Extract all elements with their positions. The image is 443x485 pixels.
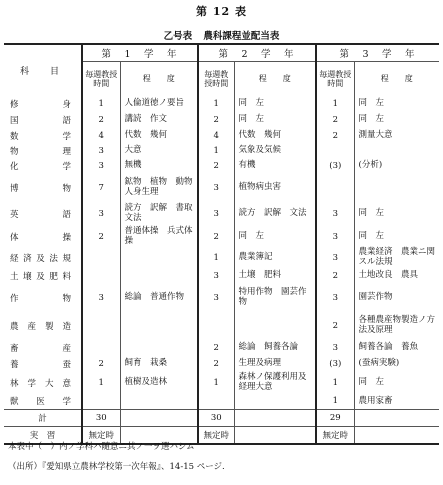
hours-year-3: 2 xyxy=(316,128,354,144)
content-year-3: 園芸作物 xyxy=(354,284,439,312)
hours-year-1: 3 xyxy=(82,202,120,226)
hours-year-2: 2 xyxy=(198,158,234,174)
content-year-1: 植樹及造林 xyxy=(120,372,198,394)
content-year-1: 総論 普通作物 xyxy=(120,284,198,312)
content-year-3: 同 左 xyxy=(354,372,439,394)
hours-year-2: 1 xyxy=(198,96,234,112)
subject-cell: 国 語 xyxy=(10,115,71,126)
content-year-2: 森林ノ保護利用及経理大意 xyxy=(234,372,316,394)
table-row xyxy=(4,312,439,340)
content-year-3: 同 左 xyxy=(354,226,439,248)
content-year-2: 土壌 肥料 xyxy=(234,268,316,284)
hours-year-3: 1 xyxy=(316,96,354,112)
hours-year-2: 2 xyxy=(198,112,234,128)
content-year-2: 特用作物 園芸作物 xyxy=(234,284,316,312)
hours-year-2 xyxy=(198,394,234,410)
content-year-1: 代数 幾何 xyxy=(120,128,198,144)
content-year-1: 大意 xyxy=(120,144,198,158)
total-year-1: 30 xyxy=(82,410,120,427)
table-row xyxy=(4,340,439,356)
content-year-1: 鉱物 植物 動物 人身生理 xyxy=(120,174,198,202)
content-year-2: 気象及気候 xyxy=(234,144,316,158)
subject-cell: 農産製造 xyxy=(10,321,71,332)
table-row xyxy=(4,226,439,248)
content-year-3: (分析) xyxy=(354,158,439,174)
content-year-1 xyxy=(120,340,198,356)
content-year-2 xyxy=(234,394,316,410)
table-row xyxy=(4,356,439,372)
content-year-3: 土地改良 農具 xyxy=(354,268,439,284)
hours-year-1: 2 xyxy=(82,356,120,372)
hours-year-1: 3 xyxy=(82,158,120,174)
subject-cell: 林学大意 xyxy=(10,378,71,389)
hours-year-2: 1 xyxy=(198,144,234,158)
hours-year-1: 1 xyxy=(82,96,120,112)
caption-name: 農科課程並配当表 xyxy=(203,31,280,42)
hours-year-1 xyxy=(82,394,120,410)
table-row xyxy=(4,174,439,202)
hours-year-1 xyxy=(82,268,120,284)
content-year-2: 同 左 xyxy=(234,226,316,248)
content-year-3: 同 左 xyxy=(354,202,439,226)
table-row xyxy=(4,202,439,226)
practice-year-2: 無定時 xyxy=(198,427,234,444)
subject-cell: 経済及法規 xyxy=(10,253,71,264)
hours-year-3: 1 xyxy=(316,372,354,394)
subject-cell: 獣医学 xyxy=(10,397,71,408)
hours-year-1 xyxy=(82,312,120,340)
content-year-3: 同 左 xyxy=(354,96,439,112)
content-year-3 xyxy=(354,174,439,202)
hours-year-3: 2 xyxy=(316,312,354,340)
table-note: 本表中（ ）内ノ学科ハ随意ニ其ノ一ヲ選ハシム xyxy=(8,442,195,452)
content-year-2: 読方 訳解 文法 xyxy=(234,202,316,226)
hours-year-2: 3 xyxy=(198,174,234,202)
content-year-3 xyxy=(354,144,439,158)
content-year-2: 生理及病理 xyxy=(234,356,316,372)
content-year-2 xyxy=(234,312,316,340)
hours-year-1: 4 xyxy=(82,128,120,144)
hours-year-3 xyxy=(316,174,354,202)
content-year-3: (蚕病実験) xyxy=(354,356,439,372)
hours-year-2: 1 xyxy=(198,372,234,394)
content-year-2: 植物病虫害 xyxy=(234,174,316,202)
hours-year-2: 3 xyxy=(198,268,234,284)
content-year-1 xyxy=(120,394,198,410)
hours-year-3: 3 xyxy=(316,284,354,312)
table-row xyxy=(4,112,439,128)
header-hours-2: 毎週教授時間 xyxy=(198,62,234,96)
hours-year-3: 3 xyxy=(316,226,354,248)
hours-year-1: 2 xyxy=(82,226,120,248)
hours-year-3: 3 xyxy=(316,202,354,226)
header-content-2: 程 度 xyxy=(234,62,316,96)
hours-year-3: 3 xyxy=(316,340,354,356)
subject-cell: 数 学 xyxy=(10,131,71,142)
hours-year-3: 2 xyxy=(316,268,354,284)
content-year-3: 農業経済 農業ニ関スル法規 xyxy=(354,248,439,268)
caption-code: 乙号表 xyxy=(163,31,193,42)
header-hours-3: 毎週教授時間 xyxy=(316,62,354,96)
hours-year-1: 2 xyxy=(82,112,120,128)
hours-year-3: (3) xyxy=(316,158,354,174)
content-year-1: 講読 作文 xyxy=(120,112,198,128)
content-year-1: 人倫道徳ノ要旨 xyxy=(120,96,198,112)
subject-cell: 博 物 xyxy=(10,183,71,194)
hours-year-2: 2 xyxy=(198,356,234,372)
curriculum-table xyxy=(4,43,439,445)
header-content-1: 程 度 xyxy=(120,62,198,96)
header-year-1: 第 1 学 年 xyxy=(82,44,198,62)
practice-year-3: 無定時 xyxy=(316,427,354,444)
header-year-3: 第 3 学 年 xyxy=(316,44,439,62)
total-label: 計 xyxy=(38,414,47,424)
subject-cell: 物 理 xyxy=(10,146,71,157)
subject-cell: 養 蚕 xyxy=(10,359,71,370)
content-year-2: 代数 幾何 xyxy=(234,128,316,144)
table-caption xyxy=(0,28,443,42)
table-row xyxy=(4,144,439,158)
total-year-3: 29 xyxy=(316,410,354,427)
header-year-2: 第 2 学 年 xyxy=(198,44,316,62)
content-year-1: 普通体操 兵式体操 xyxy=(120,226,198,248)
hours-year-1: 1 xyxy=(82,372,120,394)
subject-cell: 修 身 xyxy=(10,99,71,110)
hours-year-1 xyxy=(82,248,120,268)
content-year-2: 総論 飼養各論 xyxy=(234,340,316,356)
content-year-3: 飼養各論 養魚 xyxy=(354,340,439,356)
subject-cell: 畜 産 xyxy=(10,343,71,354)
table-row xyxy=(4,284,439,312)
table-row xyxy=(4,96,439,112)
table-row xyxy=(4,394,439,410)
hours-year-2: 3 xyxy=(198,284,234,312)
content-year-1: 無機 xyxy=(120,158,198,174)
table-row xyxy=(4,158,439,174)
content-year-3: 同 左 xyxy=(354,112,439,128)
hours-year-2: 1 xyxy=(198,248,234,268)
hours-year-3: 2 xyxy=(316,112,354,128)
practice-label: 実 習 xyxy=(29,430,56,441)
content-year-3: 農用家畜 xyxy=(354,394,439,410)
hours-year-3: 3 xyxy=(316,248,354,268)
hours-year-1: 3 xyxy=(82,144,120,158)
table-row xyxy=(4,372,439,394)
content-year-1 xyxy=(120,268,198,284)
content-year-3: 測量大意 xyxy=(354,128,439,144)
content-year-1: 飼育 栽桑 xyxy=(120,356,198,372)
content-year-1: 読方 訳解 書取 文法 xyxy=(120,202,198,226)
content-year-2: 同 左 xyxy=(234,112,316,128)
subject-cell: 化 学 xyxy=(10,161,71,172)
hours-year-2: 2 xyxy=(198,226,234,248)
hours-year-3 xyxy=(316,144,354,158)
subject-cell: 英 語 xyxy=(10,209,71,220)
header-content-3: 程 度 xyxy=(354,62,439,96)
subject-cell: 体 操 xyxy=(10,232,71,243)
content-year-2: 同 左 xyxy=(234,96,316,112)
header-subject: 科 目 xyxy=(19,66,65,77)
hours-year-2: 4 xyxy=(198,128,234,144)
hours-year-2: 3 xyxy=(198,202,234,226)
content-year-1 xyxy=(120,312,198,340)
subject-cell: 土壌及肥料 xyxy=(10,271,71,282)
hours-year-1: 3 xyxy=(82,284,120,312)
table-row xyxy=(4,248,439,268)
table-number: 第 12 表 xyxy=(196,5,247,18)
content-year-2: 有機 xyxy=(234,158,316,174)
table-row xyxy=(4,128,439,144)
hours-year-1: 7 xyxy=(82,174,120,202)
content-year-2: 農業簿記 xyxy=(234,248,316,268)
subject-cell: 作 物 xyxy=(10,293,71,304)
table-source: （出所）『愛知県立農林学校第一次年報』、14-15 ページ. xyxy=(8,462,225,472)
header-hours-1: 毎週教授時間 xyxy=(82,62,120,96)
table-row xyxy=(4,268,439,284)
hours-year-3: (3) xyxy=(316,356,354,372)
practice-year-1: 無定時 xyxy=(82,427,120,444)
content-year-1 xyxy=(120,248,198,268)
total-year-2: 30 xyxy=(198,410,234,427)
hours-year-1 xyxy=(82,340,120,356)
content-year-3: 各種農産物製造ノ方法及原理 xyxy=(354,312,439,340)
hours-year-3: 1 xyxy=(316,394,354,410)
hours-year-2 xyxy=(198,312,234,340)
hours-year-2: 2 xyxy=(198,340,234,356)
